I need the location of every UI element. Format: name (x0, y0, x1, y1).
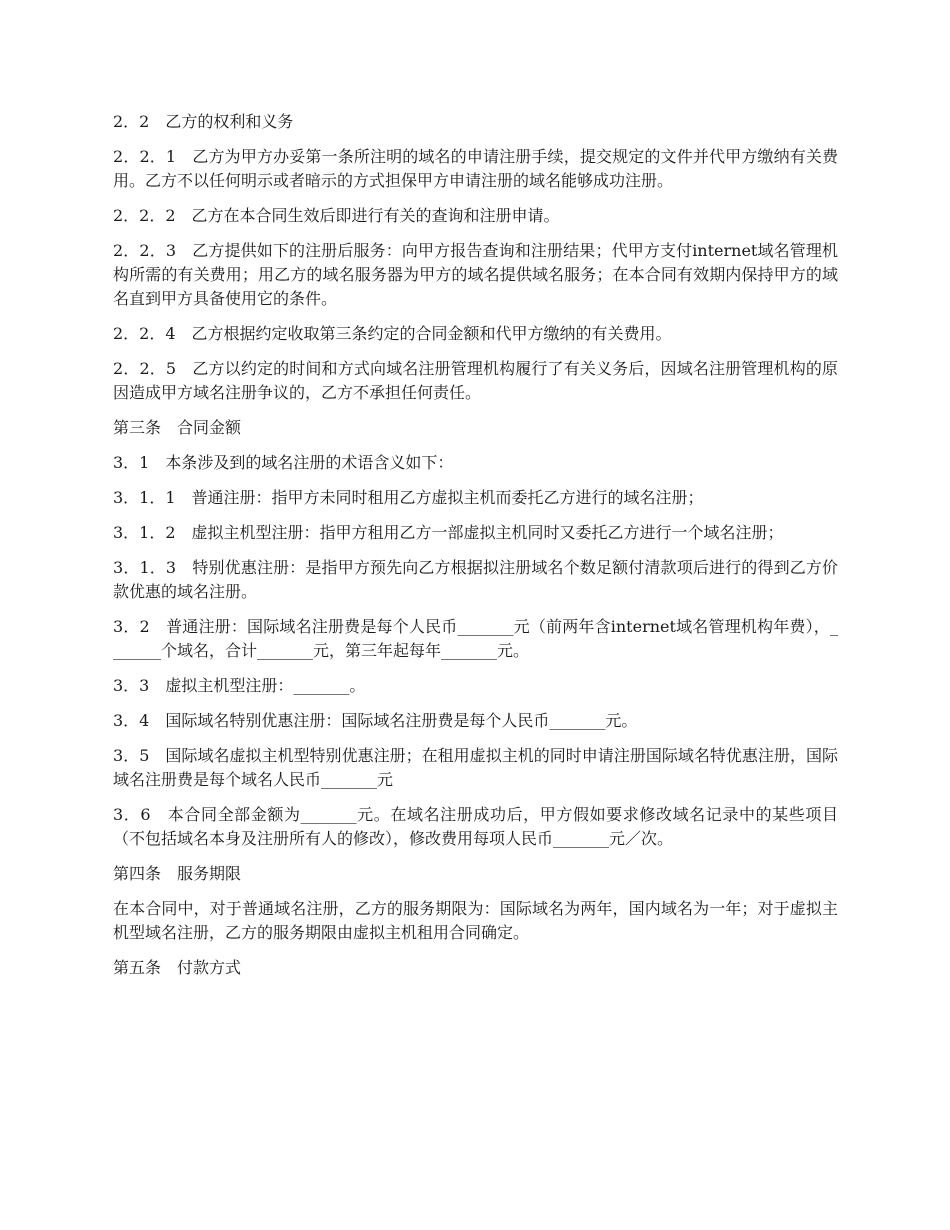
clause-3-2: 3．2 普通注册：国际域名注册费是每个人民币_______元（前两年含internet域名管理机构年费），_______个域名，合计_______元，第三年起每年_______元。 (113, 617, 838, 660)
clause-3-1-1: 3．1．1 普通注册：指甲方未同时租用乙方虚拟主机而委托乙方进行的域名注册； (113, 488, 704, 507)
article-heading-3: 第三条 合同金额 (113, 418, 242, 437)
clause-3-1-2: 3．1．2 虚拟主机型注册：指甲方租用乙方一部虚拟主机同时又委托乙方进行一个域名注册； (113, 523, 784, 542)
clause-2-2-5: 2．2．5 乙方以约定的时间和方式向域名注册管理机构履行了有关义务后，因域名注册管理机构的原因造成甲方域名注册争议的，乙方不承担任何责任。 (113, 359, 838, 402)
clause-2-2-1: 2．2．1 乙方为甲方办妥第一条所注明的域名的申请注册手续，提交规定的文件并代甲方缴纳有关费用。乙方不以任何明示或者暗示的方式担保甲方申请注册的域名能够成功注册。 (113, 147, 838, 190)
article-heading-4: 第四条 服务期限 (113, 864, 242, 883)
document-body (113, 110, 838, 991)
clause-2-2-2: 2．2．2 乙方在本合同生效后即进行有关的查询和注册申请。 (113, 206, 560, 225)
article-heading-5: 第五条 付款方式 (113, 958, 242, 977)
clause-3-1-3: 3．1．3 特别优惠注册：是指甲方预先向乙方根据拟注册域名个数足额付清款项后进行的得到乙方价款优惠的域名注册。 (113, 558, 838, 601)
clause-3-6: 3．6 本合同全部金额为_______元。在域名注册成功后，甲方假如要求修改域名记录中的某些项目（不包括域名本身及注册所有人的修改），修改费用每项人民币_______元／次。 (113, 805, 838, 848)
article-4-body: 在本合同中，对于普通域名注册，乙方的服务期限为：国际域名为两年，国内域名为一年；对于虚拟主机型域名注册，乙方的服务期限由虚拟主机租用合同确定。 (113, 899, 838, 942)
clause-3-4: 3．4 国际域名特别优惠注册：国际域名注册费是每个人民币_______元。 (113, 711, 638, 730)
clause-3-5: 3．5 国际域名虚拟主机型特别优惠注册；在租用虚拟主机的同时申请注册国际域名特优惠注册，国际域名注册费是每个域名人民币_______元 (113, 746, 838, 789)
clause-3-1: 3．1 本条涉及到的域名注册的术语含义如下： (113, 453, 454, 472)
clause-2-2-3: 2．2．3 乙方提供如下的注册后服务：向甲方报告查询和注册结果；代甲方支付internet域名管理机构所需的有关费用；用乙方的域名服务器为甲方的域名提供域名服务；在本合同有效期内保持甲方的域名直到甲方具备使用它的条件。 (113, 241, 838, 308)
clause-2-2-4: 2．2．4 乙方根据约定收取第三条约定的合同金额和代甲方缴纳的有关费用。 (113, 324, 672, 343)
section-heading-2-2: 2．2 乙方的权利和义务 (113, 112, 294, 131)
clause-3-3: 3．3 虚拟主机型注册：_______。 (113, 676, 366, 695)
